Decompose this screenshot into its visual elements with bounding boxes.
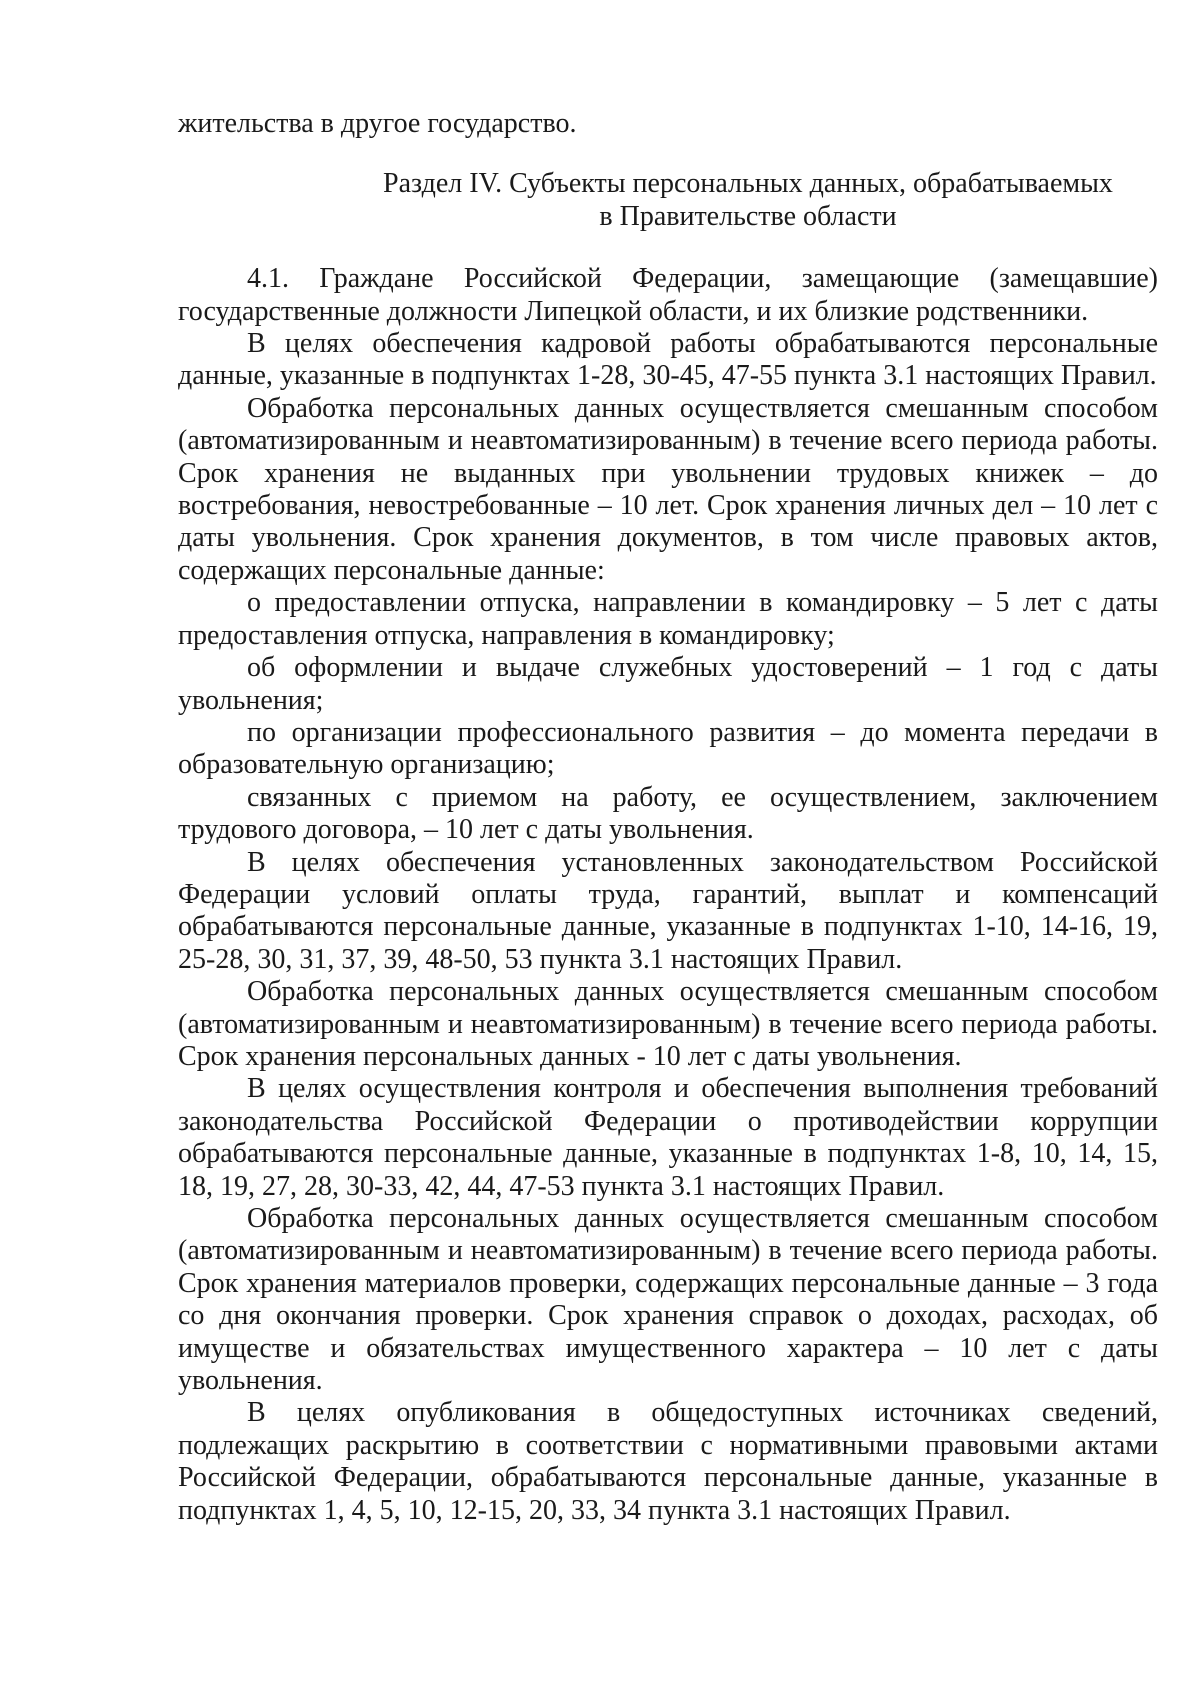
lead-line: жительства в другое государство. — [178, 108, 577, 139]
paragraph-hr-processing: Обработка персональных данных осуществляется смешанным способом (автоматизированным и неавтоматизированным) в течение всего периода работы. Срок хранения не выданных при увольнении трудовых книжек – до востребования, невостребованные – 10 лет. Срок хранения личных дел – 10 лет с даты увольнения. Срок хранения документов, в том числе правовых актов, содержащих персональные данные: — [178, 392, 1158, 586]
paragraph-leave-travel: о предоставлении отпуска, направлении в командировку – 5 лет с даты предоставления отпуска, направления в командировку; — [178, 587, 1158, 651]
paragraph-pay-purpose: В целях обеспечения установленных законодательством Российской Федерации условий оплаты труда, гарантий, выплат и компенсаций обрабатываются персональные данные, указанные в подпунктах 1-10, 14-16, 19, 25-28, 30, 31, 37, 39, 48-50, 53 пункта 3.1 настоящих Правил. — [178, 846, 1158, 975]
paragraph-anticorruption-processing: Обработка персональных данных осуществляется смешанным способом (автоматизированным и неавтоматизированным) в течение всего периода работы. Срок хранения материалов проверки, содержащих персональные данные – 3 года со дня окончания проверки. Срок хранения справок о доходах, расходах, об имуществе и обязательствах имущественного характера – 10 лет с даты увольнения. — [178, 1203, 1158, 1397]
paragraph-anticorruption-purpose: В целях осуществления контроля и обеспечения выполнения требований законодательства Российской Федерации о противодействии коррупции обрабатываются персональные данные, указанные в подпунктах 1-8, 10, 14, 15, 18, 19, 27, 28, 30-33, 42, 44, 47-53 пункта 3.1 настоящих Правил. — [178, 1073, 1158, 1202]
section-heading-line-1: Раздел IV. Субъекты персональных данных, обрабатываемых — [383, 168, 1113, 200]
section-heading — [178, 168, 1158, 233]
paragraph-4-1: 4.1. Граждане Российской Федерации, замещающие (замещавшие) государственные должности Липецкой области, и их близкие родственники. — [178, 263, 1158, 327]
section-heading-line-2: в Правительстве области — [599, 200, 897, 232]
paragraph-publication-purpose: В целях опубликования в общедоступных источниках сведений, подлежащих раскрытию в соответствии с нормативными правовыми актами Российской Федерации, обрабатываются персональные данные, указанные в подпунктах 1, 4, 5, 10, 12-15, 20, 33, 34 пункта 3.1 настоящих Правил. — [178, 1397, 1158, 1526]
document-body — [178, 108, 1158, 1527]
paragraph-id-cards: об оформлении и выдаче служебных удостоверений – 1 год с даты увольнения; — [178, 652, 1158, 716]
paragraph-employment: связанных с приемом на работу, ее осуществлением, заключением трудового договора, – 10 лет с даты увольнения. — [178, 781, 1158, 846]
paragraph-hr-purpose: В целях обеспечения кадровой работы обрабатываются персональные данные, указанные в подпунктах 1-28, 30-45, 47-55 пункта 3.1 настоящих Правил. — [178, 328, 1158, 392]
paragraph-professional-development: по организации профессионального развития – до момента передачи в образовательную организацию; — [178, 716, 1158, 781]
paragraph-pay-processing: Обработка персональных данных осуществляется смешанным способом (автоматизированным и неавтоматизированным) в течение всего периода работы. Срок хранения персональных данных - 10 лет с даты увольнения. — [178, 976, 1158, 1072]
